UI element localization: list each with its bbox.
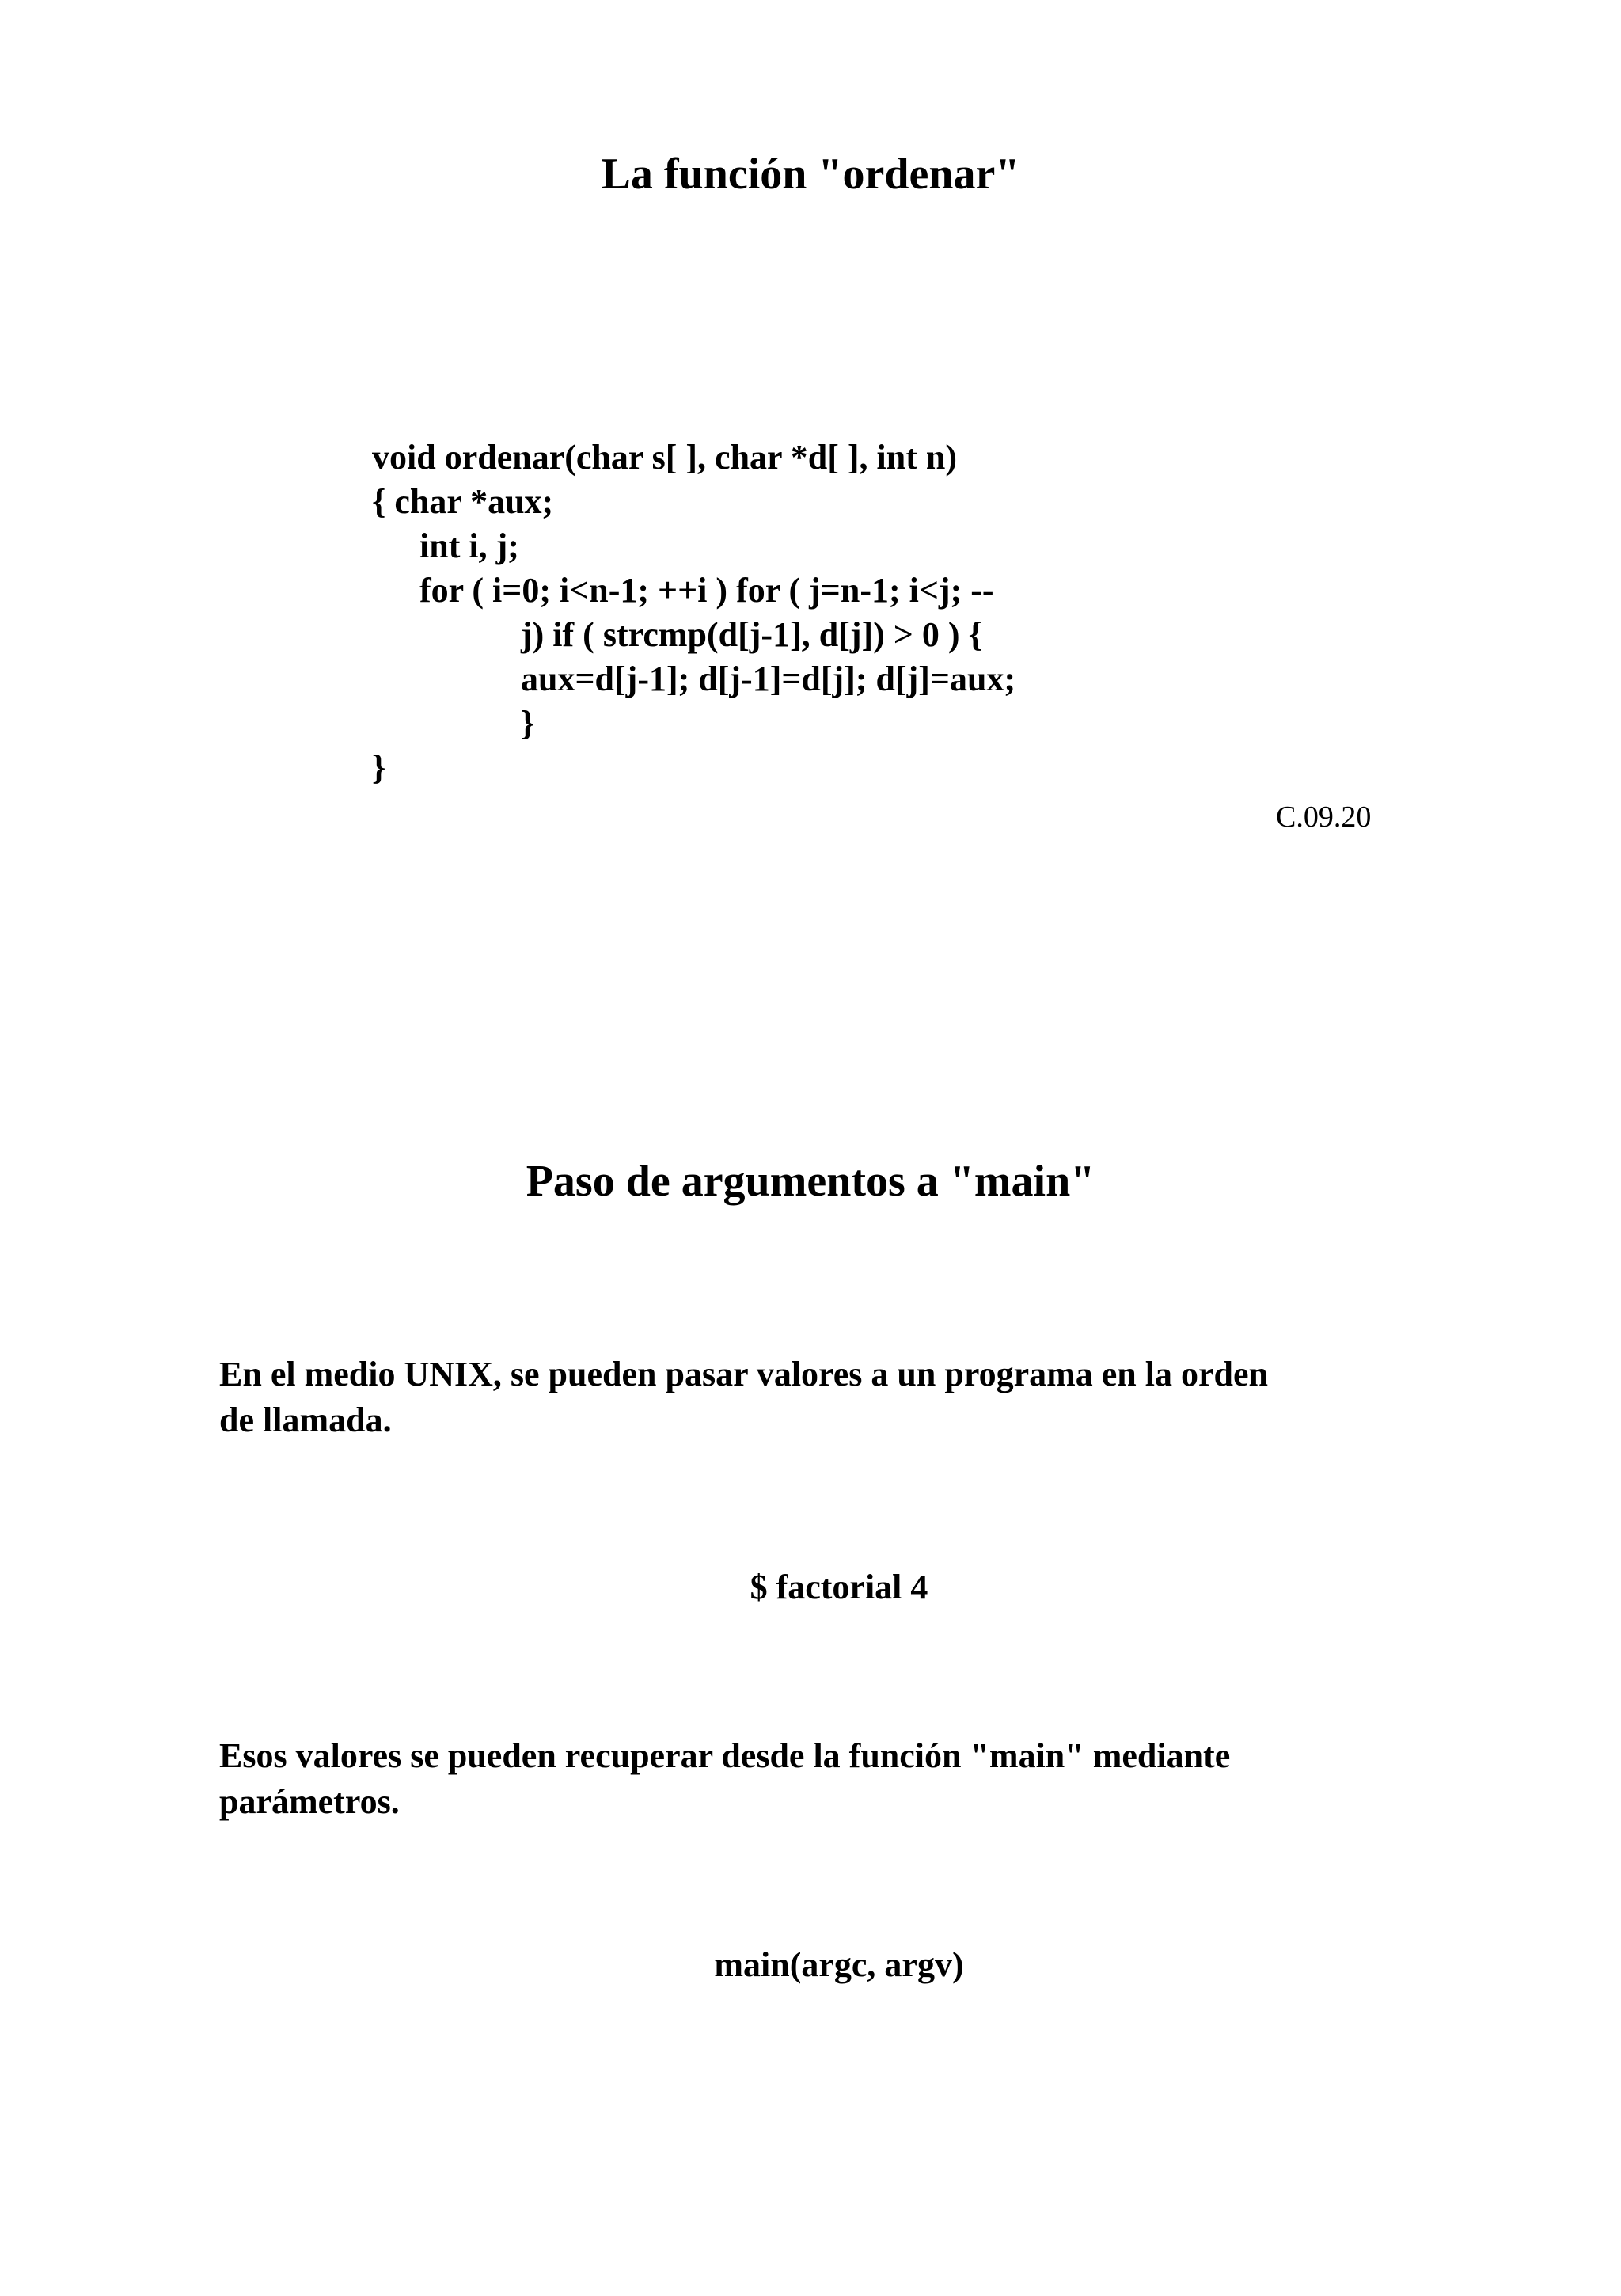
slide-code: C.09.20 — [1276, 800, 1372, 834]
code-line: } — [372, 748, 386, 787]
paragraph-line: parámetros. — [219, 1782, 400, 1821]
code-line: { char *aux; — [372, 482, 554, 521]
paragraph-line: En el medio UNIX, se pueden pasar valores a un programa en la orden — [219, 1355, 1268, 1393]
code-line: } — [521, 704, 535, 743]
code-line: aux=d[j-1]; d[j-1]=d[j]; d[j]=aux; — [521, 660, 1016, 698]
section-title-paso-argumentos: Paso de argumentos a "main" — [526, 1157, 1095, 1206]
section-title-ordenar: La función "ordenar" — [601, 150, 1020, 199]
code-line: for ( i=0; i<n-1; ++i ) for ( j=n-1; i<j; -- — [419, 571, 994, 610]
code-line: j) if ( strcmp(d[j-1], d[j]) > 0 ) { — [521, 615, 982, 654]
paragraph-line: Esos valores se pueden recuperar desde la función "main" mediante — [219, 1736, 1231, 1775]
code-line: int i, j; — [419, 526, 519, 565]
command-example: $ factorial 4 — [750, 1568, 928, 1606]
main-signature: main(argc, argv) — [714, 1945, 964, 1984]
paragraph-line: de llamada. — [219, 1401, 392, 1439]
code-line: void ordenar(char s[ ], char *d[ ], int n) — [372, 438, 958, 477]
